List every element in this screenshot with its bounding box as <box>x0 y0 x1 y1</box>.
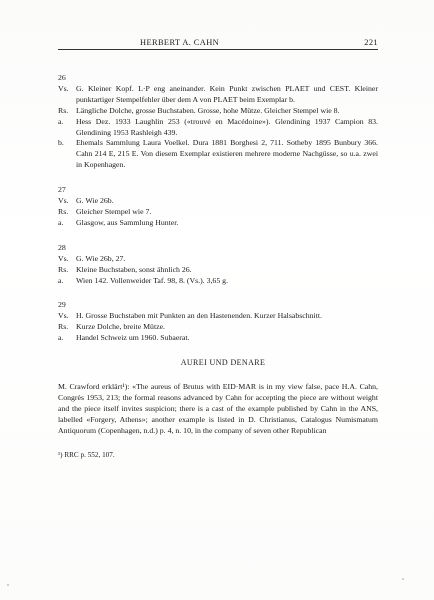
catalog-entry <box>58 185 378 229</box>
scan-speck <box>402 578 404 580</box>
entry-row <box>58 117 378 139</box>
entry-row <box>58 84 378 106</box>
entry-row <box>58 276 378 287</box>
entry-row <box>58 138 378 171</box>
row-text: G. Kleiner Kopf. L·P eng aneinander. Kein Punkt zwischen PLAET und CEST. Kleiner punktartiger Stempelfehler über dem A von PLAET beim Exemplar b. <box>76 83 378 104</box>
catalog-entry <box>58 300 378 344</box>
row-text: Ehemals Sammlung Laura Voelkel. Dura 1881 Borghesi 2, 711. Sotheby 1895 Bunbury 366. Cahn 214 E, 215 E. Von diesem Exemplar existieren mehrere moderne Nachgüsse, so u.a. zwei in Kopenhagen. <box>76 138 378 170</box>
header-rule <box>58 49 378 50</box>
row-text: Kurze Dolche, breite Mütze. <box>76 322 165 332</box>
row-label: a. <box>58 116 64 126</box>
row-text: Handel Schweiz um 1960. Subaerat. <box>76 333 190 343</box>
catalog-entry <box>58 243 378 287</box>
row-text: G. Wie 26b, 27. <box>76 253 126 263</box>
row-text: Längliche Dolche, grosse Buchstaben. Grosse, hohe Mütze. Gleicher Stempel wie 8. <box>76 105 340 115</box>
row-label: Rs. <box>58 322 69 332</box>
entry-row <box>58 207 378 218</box>
row-text: H. Grosse Buchstaben mit Punkten an den Hastenenden. Kurzer Halsabschnitt. <box>76 311 322 321</box>
entry-number: 29 <box>58 300 66 310</box>
page-number: 221 <box>364 38 378 47</box>
row-label: Vs. <box>58 311 69 321</box>
entry-row <box>58 311 378 322</box>
row-text: Glasgow, aus Sammlung Hunter. <box>76 217 179 227</box>
entry-row <box>58 218 378 229</box>
entry-number: 26 <box>58 73 66 82</box>
entry-row <box>58 196 378 207</box>
row-label: Vs. <box>58 83 69 93</box>
row-text: G. Wie 26b. <box>76 196 114 206</box>
header-author: HERBERT A. CAHN <box>140 38 220 47</box>
footnote: ¹) RRC p. 552, 107. <box>58 451 115 460</box>
entry-row <box>58 333 378 344</box>
entry-row <box>58 322 378 333</box>
row-text: Gleicher Stempel wie 7. <box>76 206 152 216</box>
page-body <box>58 73 378 461</box>
section-heading: AUREI UND DENARE <box>180 358 266 368</box>
row-label: a. <box>58 275 64 285</box>
row-text: Hess Dez. 1933 Laughlin 253 («trouvé en Macédoine»). Glendining 1937 Campion 83. Glendining 1953 Rashleigh 439. <box>76 116 378 137</box>
row-label: Vs. <box>58 253 69 263</box>
row-label: Rs. <box>58 105 69 115</box>
entry-number: 27 <box>58 185 66 195</box>
entry-row <box>58 254 378 265</box>
row-label: b. <box>58 138 64 148</box>
row-label: Rs. <box>58 206 69 216</box>
running-header <box>58 35 378 49</box>
entry-row <box>58 106 378 117</box>
row-text: Kleine Buchstaben, sonst ähnlich 26. <box>76 264 192 274</box>
row-label: Vs. <box>58 196 69 206</box>
body-paragraph: M. Crawford erklärt¹): «The aureus of Brutus with EID·MAR is in my view false, pace H.A. Cahn, Congrès 1953, 213; the formal reasons advanced by Cahn for accepting the piece are without weight and the piece itself invites suspicion; there is a cast of the example published by Cahn in the ANS, labelled «Forgery, Athens»; another example is listed in D. Christianus, Catalogus Numismatum Antiquorum (Copenhagen, n.d.) p. 4, n. 10, in the company of seven other Republican <box>58 381 378 435</box>
row-label: a. <box>58 217 64 227</box>
row-label: Rs. <box>58 264 69 274</box>
row-text: Wien 142. Vollenweider Taf. 98, 8. (Vs.). 3,65 g. <box>76 275 229 285</box>
entry-number: 28 <box>58 242 66 252</box>
catalog-entry <box>58 73 378 171</box>
scan-speck <box>300 400 302 402</box>
entry-row <box>58 265 378 276</box>
row-label: a. <box>58 333 64 343</box>
scan-speck <box>7 584 9 586</box>
